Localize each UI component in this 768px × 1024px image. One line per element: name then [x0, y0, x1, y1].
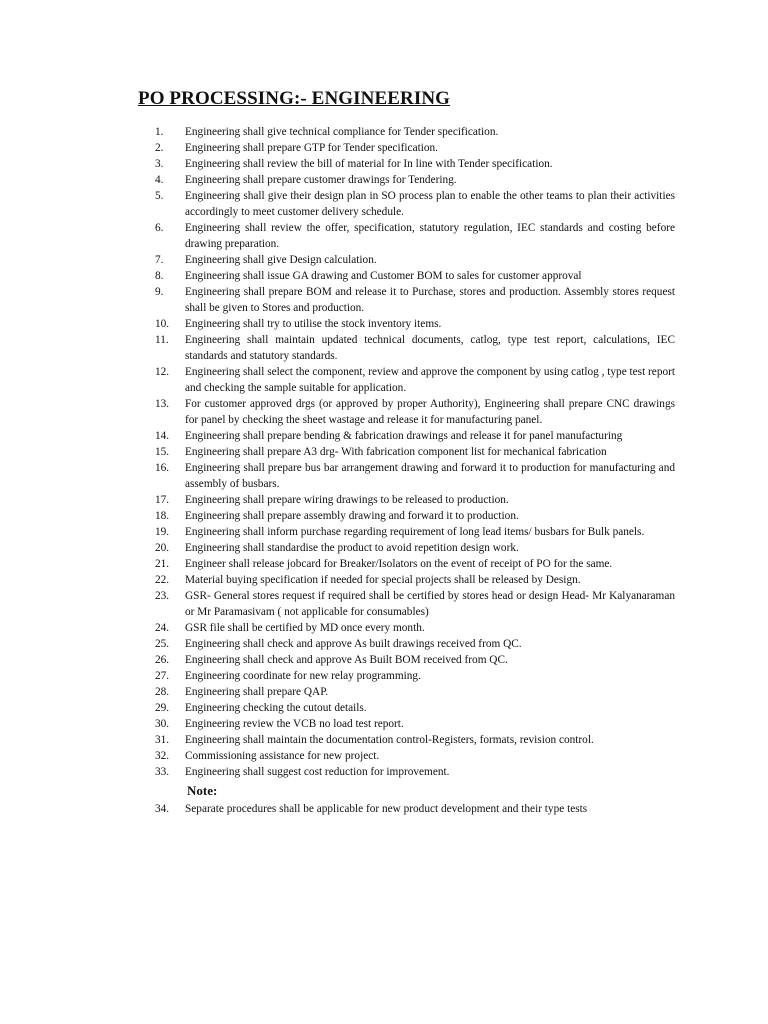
item-text: Engineering shall review the offer, specification, statutory regulation, IEC standards and costing before drawing preparation. — [185, 222, 675, 250]
item-number: 24. — [155, 622, 170, 634]
item-text: Commissioning assistance for new project. — [185, 750, 380, 762]
item-number: 11. — [155, 334, 169, 346]
item-number: 13. — [155, 398, 170, 410]
list-item — [155, 140, 675, 156]
list-item — [155, 732, 675, 748]
item-text: Engineering shall standardise the product to avoid repetition design work. — [185, 542, 519, 554]
item-number: 9. — [155, 286, 164, 298]
item-number: 26. — [155, 654, 170, 666]
list-item — [155, 801, 675, 817]
item-number: 31. — [155, 734, 170, 746]
list-item — [155, 508, 675, 524]
list-item — [155, 620, 675, 636]
item-text: Engineering shall prepare BOM and release it to Purchase, stores and production. Assembly stores request shall be given to Stores and production. — [185, 286, 675, 314]
item-number: 2. — [155, 142, 164, 154]
item-number: 16. — [155, 462, 170, 474]
procedure-list — [155, 124, 675, 817]
item-text: Engineering shall prepare wiring drawings to be released to production. — [185, 494, 509, 506]
list-item — [155, 460, 675, 492]
list-item — [155, 156, 675, 172]
item-text: Engineering shall issue GA drawing and Customer BOM to sales for customer approval — [185, 270, 582, 282]
item-text: Engineering coordinate for new relay programming. — [185, 670, 421, 682]
list-item — [155, 124, 675, 140]
item-text: Engineering shall prepare bending & fabrication drawings and release it for panel manufacturing — [185, 430, 623, 442]
item-number: 30. — [155, 718, 170, 730]
item-number: 4. — [155, 174, 164, 186]
item-text: Engineering shall prepare GTP for Tender specification. — [185, 142, 438, 154]
item-text: For customer approved drgs (or approved by proper Authority), Engineering shall prepare CNC drawings for panel by checking the sheet wastage and release it for manufacturing panel. — [185, 398, 675, 426]
item-number: 5. — [155, 190, 164, 202]
item-number: 1. — [155, 126, 164, 138]
item-number: 34. — [155, 803, 170, 815]
item-number: 28. — [155, 686, 170, 698]
item-text: Engineering shall maintain updated technical documents, catlog, type test report, calculations, IEC standards and statutory standards. — [185, 334, 675, 362]
item-number: 12. — [155, 366, 170, 378]
item-number: 21. — [155, 558, 170, 570]
item-number: 14. — [155, 430, 170, 442]
list-item — [155, 428, 675, 444]
item-text: Engineering shall check and approve As built drawings received from QC. — [185, 638, 522, 650]
list-item — [155, 492, 675, 508]
list-item — [155, 524, 675, 540]
item-number: 15. — [155, 446, 170, 458]
note-heading: Note: — [187, 783, 218, 798]
item-text: Engineering shall inform purchase regarding requirement of long lead items/ busbars for Bulk panels. — [185, 526, 645, 538]
item-text: Engineering shall try to utilise the stock inventory items. — [185, 318, 442, 330]
item-text: Engineering shall prepare QAP. — [185, 686, 329, 698]
list-item — [155, 668, 675, 684]
item-number: 23. — [155, 590, 170, 602]
item-text: Engineering shall give technical compliance for Tender specification. — [185, 126, 499, 138]
item-text: GSR- General stores request if required shall be certified by stores head or design Head- Mr Kalyanaraman or Mr Paramasivam ( not applicable for consumables) — [185, 590, 675, 618]
item-text: Engineering shall select the component, review and approve the component by using catlog , type test report and checking the sample suitable for application. — [185, 366, 676, 394]
item-text: Engineering shall prepare customer drawings for Tendering. — [185, 174, 457, 186]
list-item — [155, 764, 675, 780]
item-number: 3. — [155, 158, 164, 170]
item-number: 29. — [155, 702, 170, 714]
item-number: 8. — [155, 270, 164, 282]
list-item — [155, 172, 675, 188]
list-item — [155, 700, 675, 716]
item-text: Engineering review the VCB no load test report. — [185, 718, 404, 730]
list-item — [155, 588, 675, 620]
item-text: Engineering checking the cutout details. — [185, 702, 367, 714]
item-number: 32. — [155, 750, 170, 762]
item-number: 33. — [155, 766, 170, 778]
list-item — [155, 220, 675, 252]
list-item — [155, 396, 675, 428]
item-text: GSR file shall be certified by MD once every month. — [185, 622, 425, 634]
list-item — [155, 364, 675, 396]
item-number: 25. — [155, 638, 170, 650]
item-text: Engineering shall give Design calculation. — [185, 254, 377, 266]
list-item — [155, 284, 675, 316]
item-number: 27. — [155, 670, 170, 682]
item-number: 10. — [155, 318, 170, 330]
list-item — [155, 188, 675, 220]
item-text: Engineering shall suggest cost reduction for improvement. — [185, 766, 450, 778]
list-item — [155, 268, 675, 284]
list-item — [155, 636, 675, 652]
item-text: Engineer shall release jobcard for Breaker/Isolators on the event of receipt of PO for the same. — [185, 558, 613, 570]
item-text: Engineering shall prepare bus bar arrangement drawing and forward it to production for manufacturing and assembly of busbars. — [185, 462, 675, 490]
list-item — [155, 716, 675, 732]
item-number: 6. — [155, 222, 164, 234]
item-number: 17. — [155, 494, 170, 506]
list-item — [155, 572, 675, 588]
list-item — [155, 652, 675, 668]
item-number: 7. — [155, 254, 164, 266]
item-number: 22. — [155, 574, 170, 586]
item-text: Engineering shall prepare A3 drg- With fabrication component list for mechanical fabrication — [185, 446, 607, 458]
item-text: Separate procedures shall be applicable for new product development and their type tests — [185, 803, 588, 815]
list-item — [155, 684, 675, 700]
list-item — [155, 540, 675, 556]
item-text: Engineering shall review the bill of material for In line with Tender specification. — [185, 158, 553, 170]
list-item — [155, 316, 675, 332]
item-text: Material buying specification if needed for special projects shall be released by Design. — [185, 574, 581, 586]
item-number: 18. — [155, 510, 170, 522]
item-text: Engineering shall give their design plan in SO process plan to enable the other teams to plan their activities accordingly to meet customer delivery schedule. — [185, 190, 675, 218]
item-number: 19. — [155, 526, 170, 538]
page-title: PO PROCESSING:- ENGINEERING — [138, 88, 451, 109]
item-text: Engineering shall check and approve As Built BOM received from QC. — [185, 654, 508, 666]
list-item — [155, 444, 675, 460]
list-item — [155, 556, 675, 572]
list-item — [155, 252, 675, 268]
item-text: Engineering shall prepare assembly drawing and forward it to production. — [185, 510, 519, 522]
list-item — [155, 332, 675, 364]
list-item — [155, 748, 675, 764]
item-number: 20. — [155, 542, 170, 554]
item-text: Engineering shall maintain the documentation control-Registers, formats, revision control. — [185, 734, 594, 746]
